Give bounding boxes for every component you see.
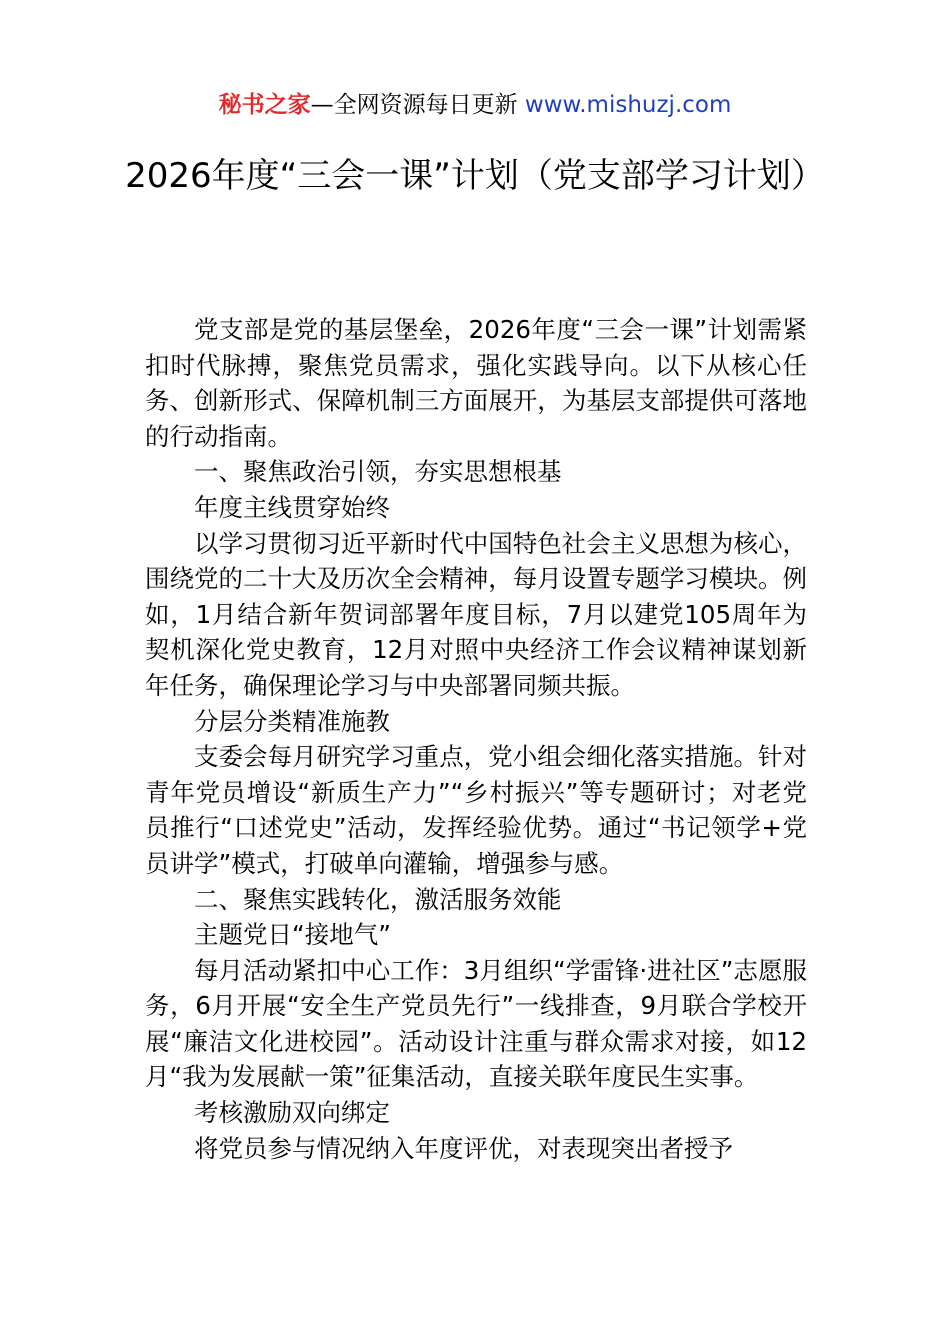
section-heading-2: 二、聚焦实践转化，激活服务效能 <box>194 884 562 914</box>
subheading-annual-mainline: 年度主线贯穿始终 <box>194 492 390 522</box>
document-body <box>145 312 807 1166</box>
paragraph-layered-teaching: 支委会每月研究学习重点，党小组会细化落实措施。针对青年党员增设“新质生产力”“乡村振兴”等专题研讨；对老党员推行“口述党史”活动，发挥经验优势。通过“书记领学+党员讲学”模式，打破单向灌输，增强参与感。 <box>145 742 807 878</box>
paragraph-assessment: 将党员参与情况纳入年度评优，对表现突出者授予 <box>194 1133 733 1163</box>
banner-tagline: —全网资源每日更新 <box>310 92 525 118</box>
subheading-assessment: 考核激励双向绑定 <box>194 1098 390 1128</box>
subheading-layered-teaching: 分层分类精准施教 <box>194 706 390 736</box>
subheading-theme-day: 主题党日“接地气” <box>194 920 391 950</box>
paragraph-annual-mainline: 以学习贯彻习近平新时代中国特色社会主义思想为核心，围绕党的二十大及历次全会精神，每月设置专题学习模块。例如，1月结合新年贺词部署年度目标，7月以建党105周年为契机深化党史教育，12月对照中央经济工作会议精神谋划新年任务，确保理论学习与中央部署同频共振。 <box>145 528 807 700</box>
site-url-link[interactable]: www.mishuzj.com <box>524 92 732 118</box>
intro-paragraph: 党支部是党的基层堡垒，2026年度“三会一课”计划需紧扣时代脉搏，聚焦党员需求，强化实践导向。以下从核心任务、创新形式、保障机制三方面展开，为基层支部提供可落地的行动指南。 <box>145 315 807 451</box>
document-title: 2026年度“三会一课”计划（党支部学习计划） <box>125 156 825 196</box>
paragraph-theme-day: 每月活动紧扣中心工作：3月组织“学雷锋·进社区”志愿服务，6月开展“安全生产党员先行”一线排查，9月联合学校开展“廉洁文化进校园”。活动设计注重与群众需求对接，如12月“我为发展献一策”征集活动，直接关联年度民生实事。 <box>145 955 807 1092</box>
section-heading-1: 一、聚焦政治引领，夯实思想根基 <box>194 457 562 487</box>
site-banner <box>0 90 950 120</box>
brand-name: 秘书之家 <box>218 92 311 118</box>
